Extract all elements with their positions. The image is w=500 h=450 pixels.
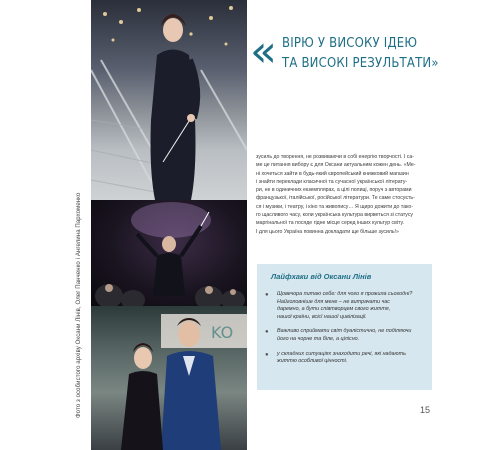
page-number: 15 [420, 405, 431, 415]
photo-credit: Фото з особистого архіву Оксани Лінів, Олег Панченко і Ангелина Пархоменко [76, 192, 82, 418]
lifehack-line: його на чорне та біле, а цілісно. [277, 335, 360, 342]
lifehack-item [265, 328, 425, 343]
lifehack-line: даремно, а бути співтворцем свого життя, [277, 306, 391, 313]
bullet-icon: ● [265, 329, 269, 336]
body-line: ся і музики, і театру, і кіно та живопису… Я щиро дожити до тако- [256, 203, 414, 210]
photo-conducting-stage [91, 200, 247, 306]
article-body [256, 153, 434, 236]
body-line: І для цього Україна повинна докладати ще більше зусиль!» [256, 228, 399, 235]
lifehacks-list [265, 291, 425, 373]
quote-line-1: ВІРЮ У ВИСОКУ ІДЕЮ [282, 36, 418, 51]
lifehack-line: Найголовніше для мене – не витрачати час [277, 298, 390, 305]
body-line: французької, італійської, російської літератури. Те саме стосуєть- [256, 195, 415, 202]
body-line: ри, не в одиничних екземплярах, а цілі полиці, поруч з авторами [256, 187, 412, 194]
quote-line-2: ТА ВИСОКІ РЕЗУЛЬТАТИ» [282, 56, 439, 71]
lifehack-line: Важливо сприймати світ дуалістично, не поділяючи [277, 328, 412, 335]
body-line: ме це питання вибору є для Оксани актуальним кожен день. «Ме- [256, 162, 416, 169]
svg-text:KO: KO [211, 323, 234, 342]
lifehacks-title: Лайфхаки від Оксани Лінів [271, 272, 372, 281]
lifehack-line: Щовечора питаю себе: для чого я прожила сьогодні? [277, 291, 413, 297]
lifehack-line: нашої країни, всієї нашої цивілізації. [277, 313, 367, 320]
body-line: маргінальної та посяде гідне місце серед інших культур світу. [256, 220, 404, 227]
photo-couple [91, 306, 247, 450]
lifehack-line: у складних ситуаціях знаходити речі, які надають [277, 350, 406, 357]
body-line: і знайти переклади класичної та сучасної української літерату- [256, 178, 408, 185]
photo-conductor-stairs [91, 0, 247, 200]
body-line: ні хочеться зайти в будь-який європейський книжковий магазин [256, 170, 409, 177]
body-line: го щасливого часу, коли українська культура вирветься зі статусу [256, 212, 414, 219]
bullet-icon: ● [265, 292, 269, 298]
body-line: зусиль до творення, не розвиваючи в собі енергію творчості. І са- [256, 154, 414, 160]
lifehacks-box [257, 264, 432, 390]
lifehack-line: життю особливої цінності. [277, 358, 348, 365]
bullet-icon: ● [265, 351, 269, 358]
lifehack-item [265, 351, 425, 366]
quote-heading [282, 34, 439, 74]
quote-mark: « [250, 26, 277, 77]
lifehack-item [265, 291, 425, 321]
